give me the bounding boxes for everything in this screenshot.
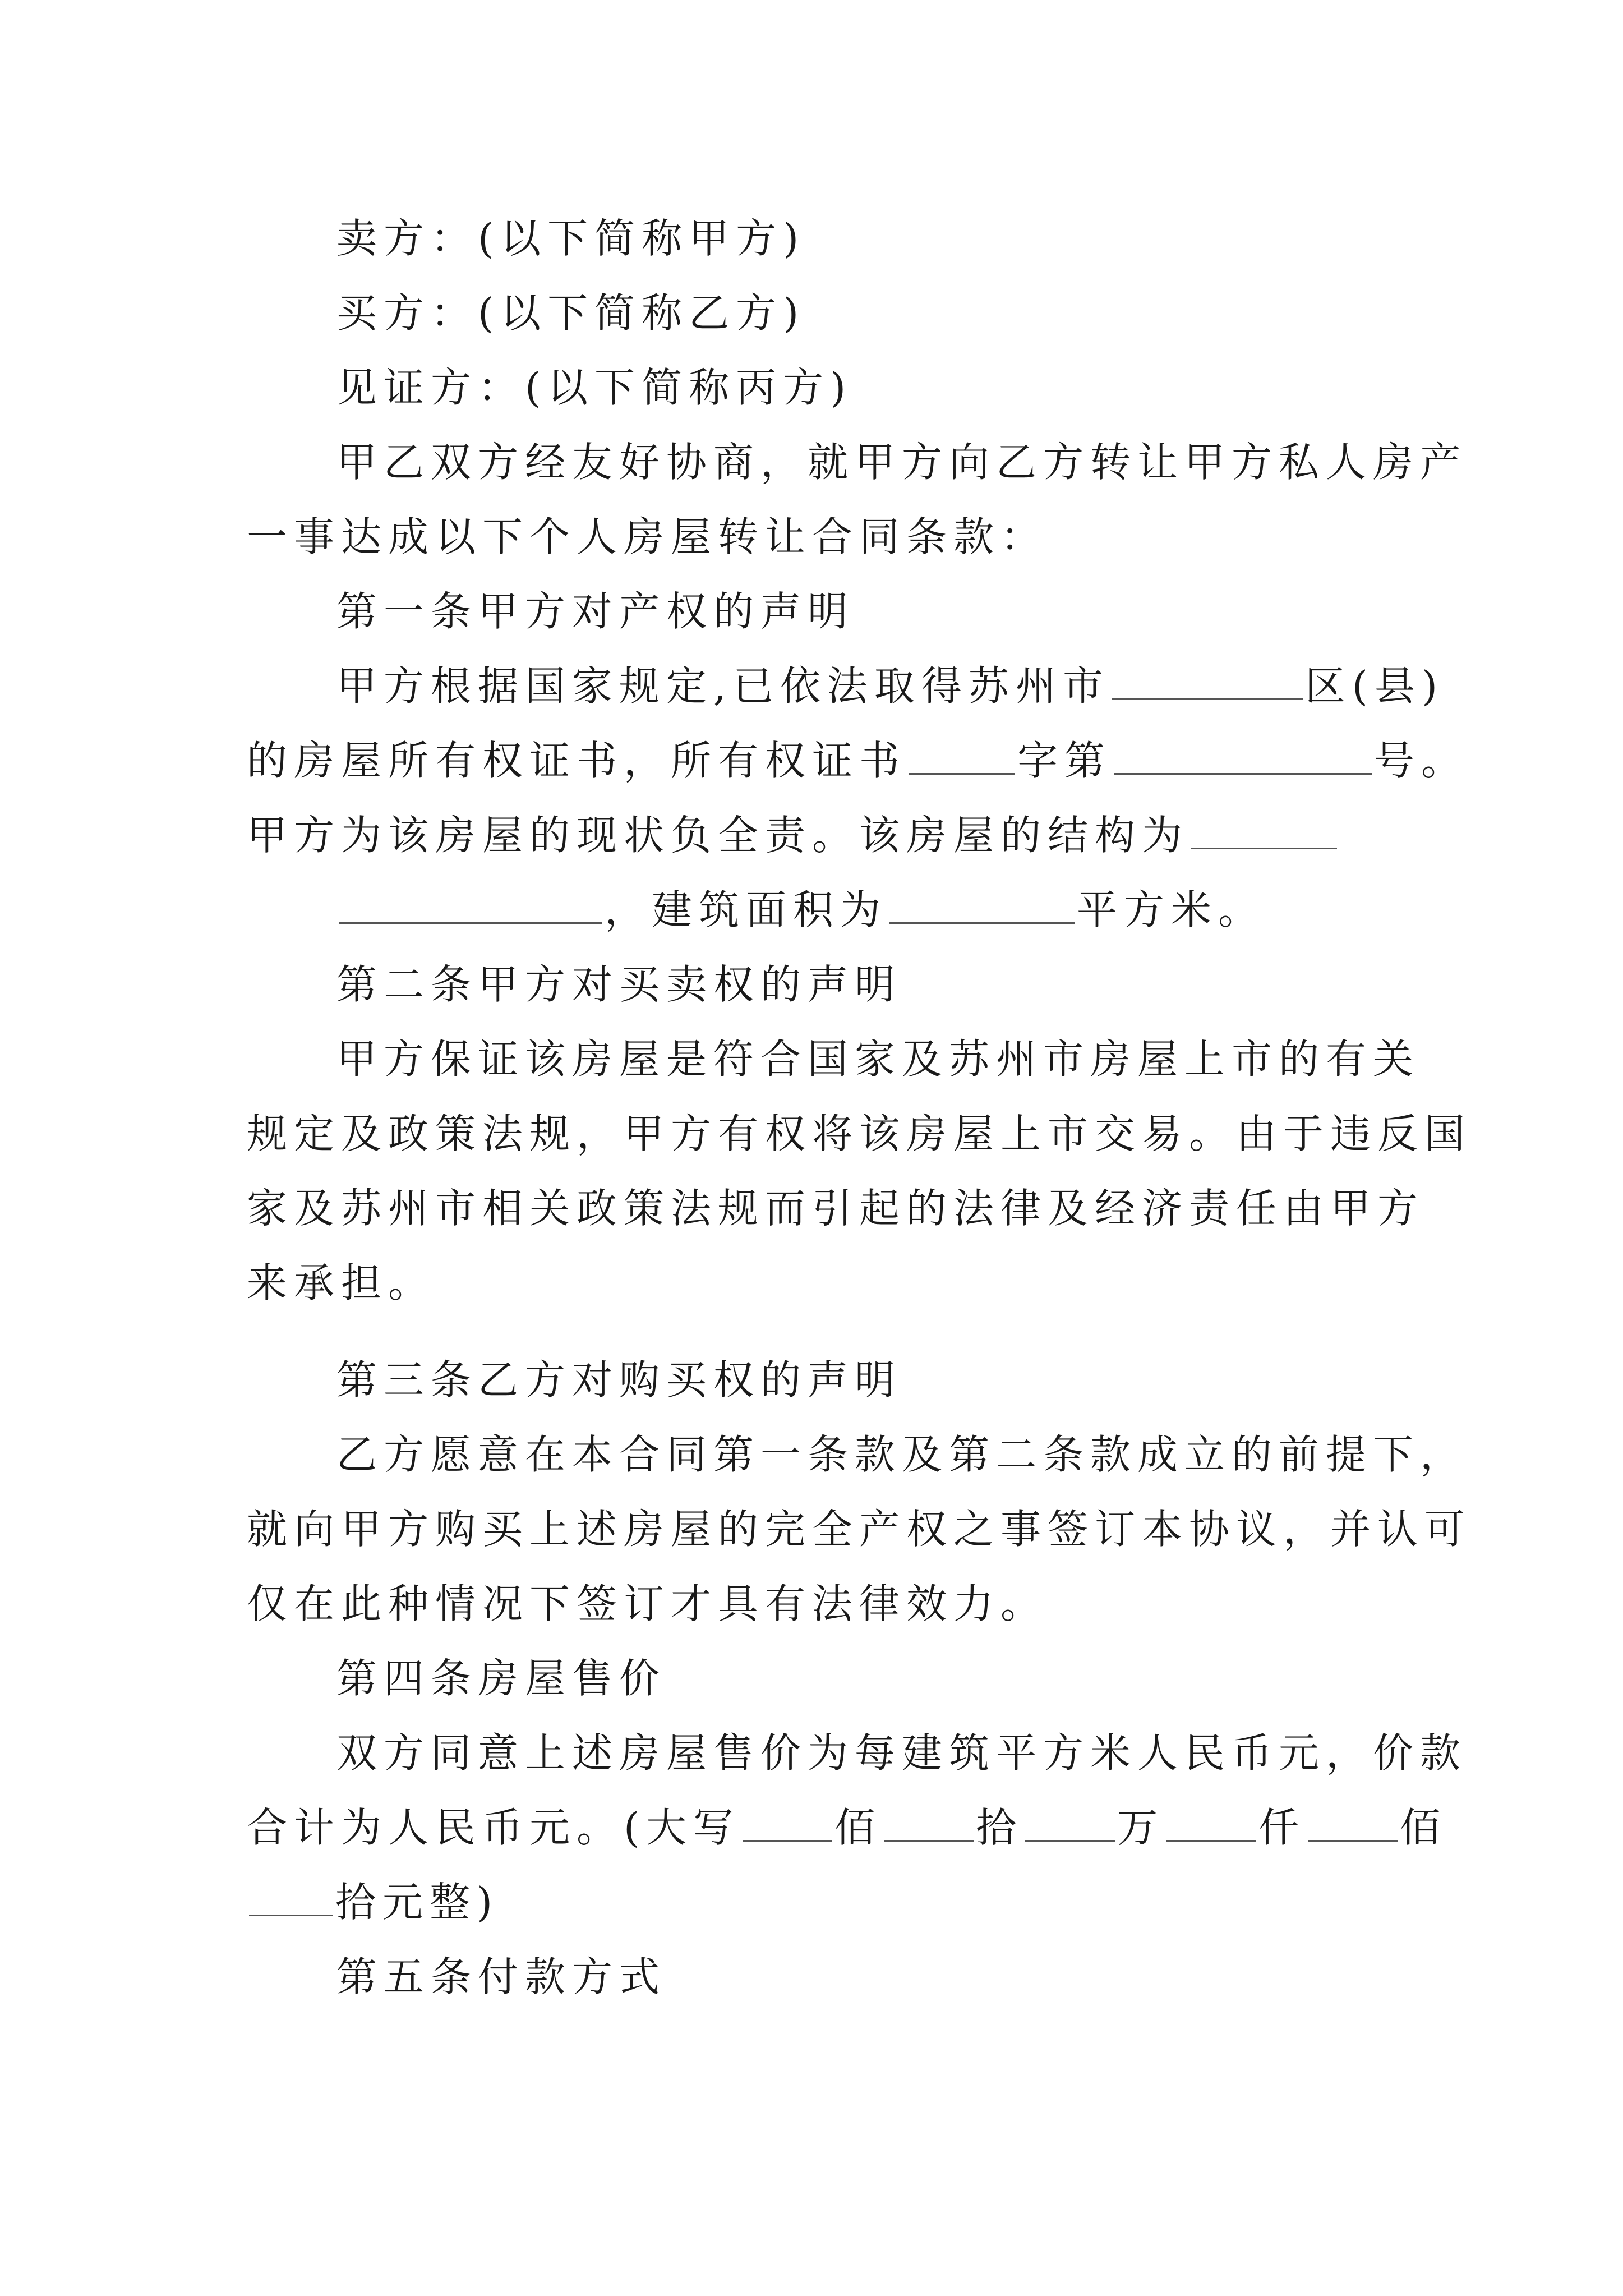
clause-1-line-2 [247,733,1468,789]
buyer-line: 买方：(以下简称乙方) [336,289,806,337]
clause-4-text: 拾元整) [335,1879,500,1926]
clause-3-line-3: 仅在此种情况下签订才具有法律效力。 [247,1580,1048,1627]
blank-district [1112,665,1303,700]
clause-4-line-2 [247,1800,1447,1856]
clause-1-line-1 [336,658,1444,714]
clause-4-unit: 佰 [1400,1804,1447,1851]
intro-line-1: 甲乙双方经友好协商，就甲方向乙方转让甲方私人房产 [336,439,1468,486]
blank-structure-cont [339,889,602,924]
clause-4-unit: 拾 [976,1804,1023,1851]
blank-area [889,889,1075,924]
clause-3-line-2: 就向甲方购买上述房屋的完全产权之事签订本协议，并认可 [247,1506,1472,1553]
clause-1-text: 的房屋所有权证书，所有权证书 [247,737,907,784]
clause-4-line-3 [247,1874,499,1930]
blank-amount-2 [884,1806,974,1842]
blank-amount-6 [249,1881,333,1916]
clause-4-unit: 仟 [1258,1804,1306,1851]
blank-cert-number [1114,739,1372,775]
clause-2-line-4: 来承担。 [247,1259,436,1306]
clause-2-line-1: 甲方保证该房屋是符合国家及苏州市房屋上市的有关 [336,1036,1421,1083]
blank-structure [1191,814,1337,849]
clause-1-text: ，建筑面积为 [605,886,888,933]
clause-1-text: 甲方为该房屋的现状负全责。该房屋的结构为 [247,812,1189,859]
clause-2-line-2: 规定及政策法规，甲方有权将该房屋上市交易。由于违反国 [247,1110,1472,1157]
clause-4-unit: 万 [1117,1804,1165,1851]
clause-3-title: 第三条乙方对购买权的声明 [336,1356,902,1404]
clause-2-title: 第二条甲方对买卖权的声明 [336,961,902,1008]
clause-1-text: 平方米。 [1077,886,1266,933]
clause-5-title: 第五条付款方式 [336,1953,667,2000]
clause-4-title: 第四条房屋售价 [336,1655,667,1702]
seller-line: 卖方：(以下简称甲方) [336,215,806,262]
clause-1-title: 第一条甲方对产权的声明 [336,588,855,635]
clause-2-line-3: 家及苏州市相关政策法规而引起的法律及经济责任由甲方 [247,1185,1425,1232]
blank-amount-4 [1166,1806,1256,1842]
clause-1-line-4 [336,882,1265,938]
clause-3-line-1: 乙方愿意在本合同第一条款及第二条款成立的前提下， [336,1431,1468,1478]
blank-cert-word [909,739,1015,775]
blank-amount-3 [1025,1806,1115,1842]
clause-1-text: 号。 [1374,737,1469,784]
intro-line-2: 一事达成以下个人房屋转让合同条款： [247,513,1048,560]
clause-1-text: 甲方根据国家规定,已依法取得苏州市 [336,662,1110,710]
clause-1-text: 区(县) [1304,662,1445,710]
clause-4-text: 合计为人民币元。(大写 [247,1804,741,1851]
clause-4-unit: 佰 [834,1804,882,1851]
clause-4-line-1: 双方同意上述房屋售价为每建筑平方米人民币元，价款 [336,1729,1468,1777]
blank-amount-5 [1308,1806,1398,1842]
clause-1-text: 字第 [1017,737,1112,784]
witness-line: 见证方：(以下简称丙方) [336,364,853,411]
clause-1-line-3 [247,807,1339,863]
blank-amount-1 [743,1806,832,1842]
